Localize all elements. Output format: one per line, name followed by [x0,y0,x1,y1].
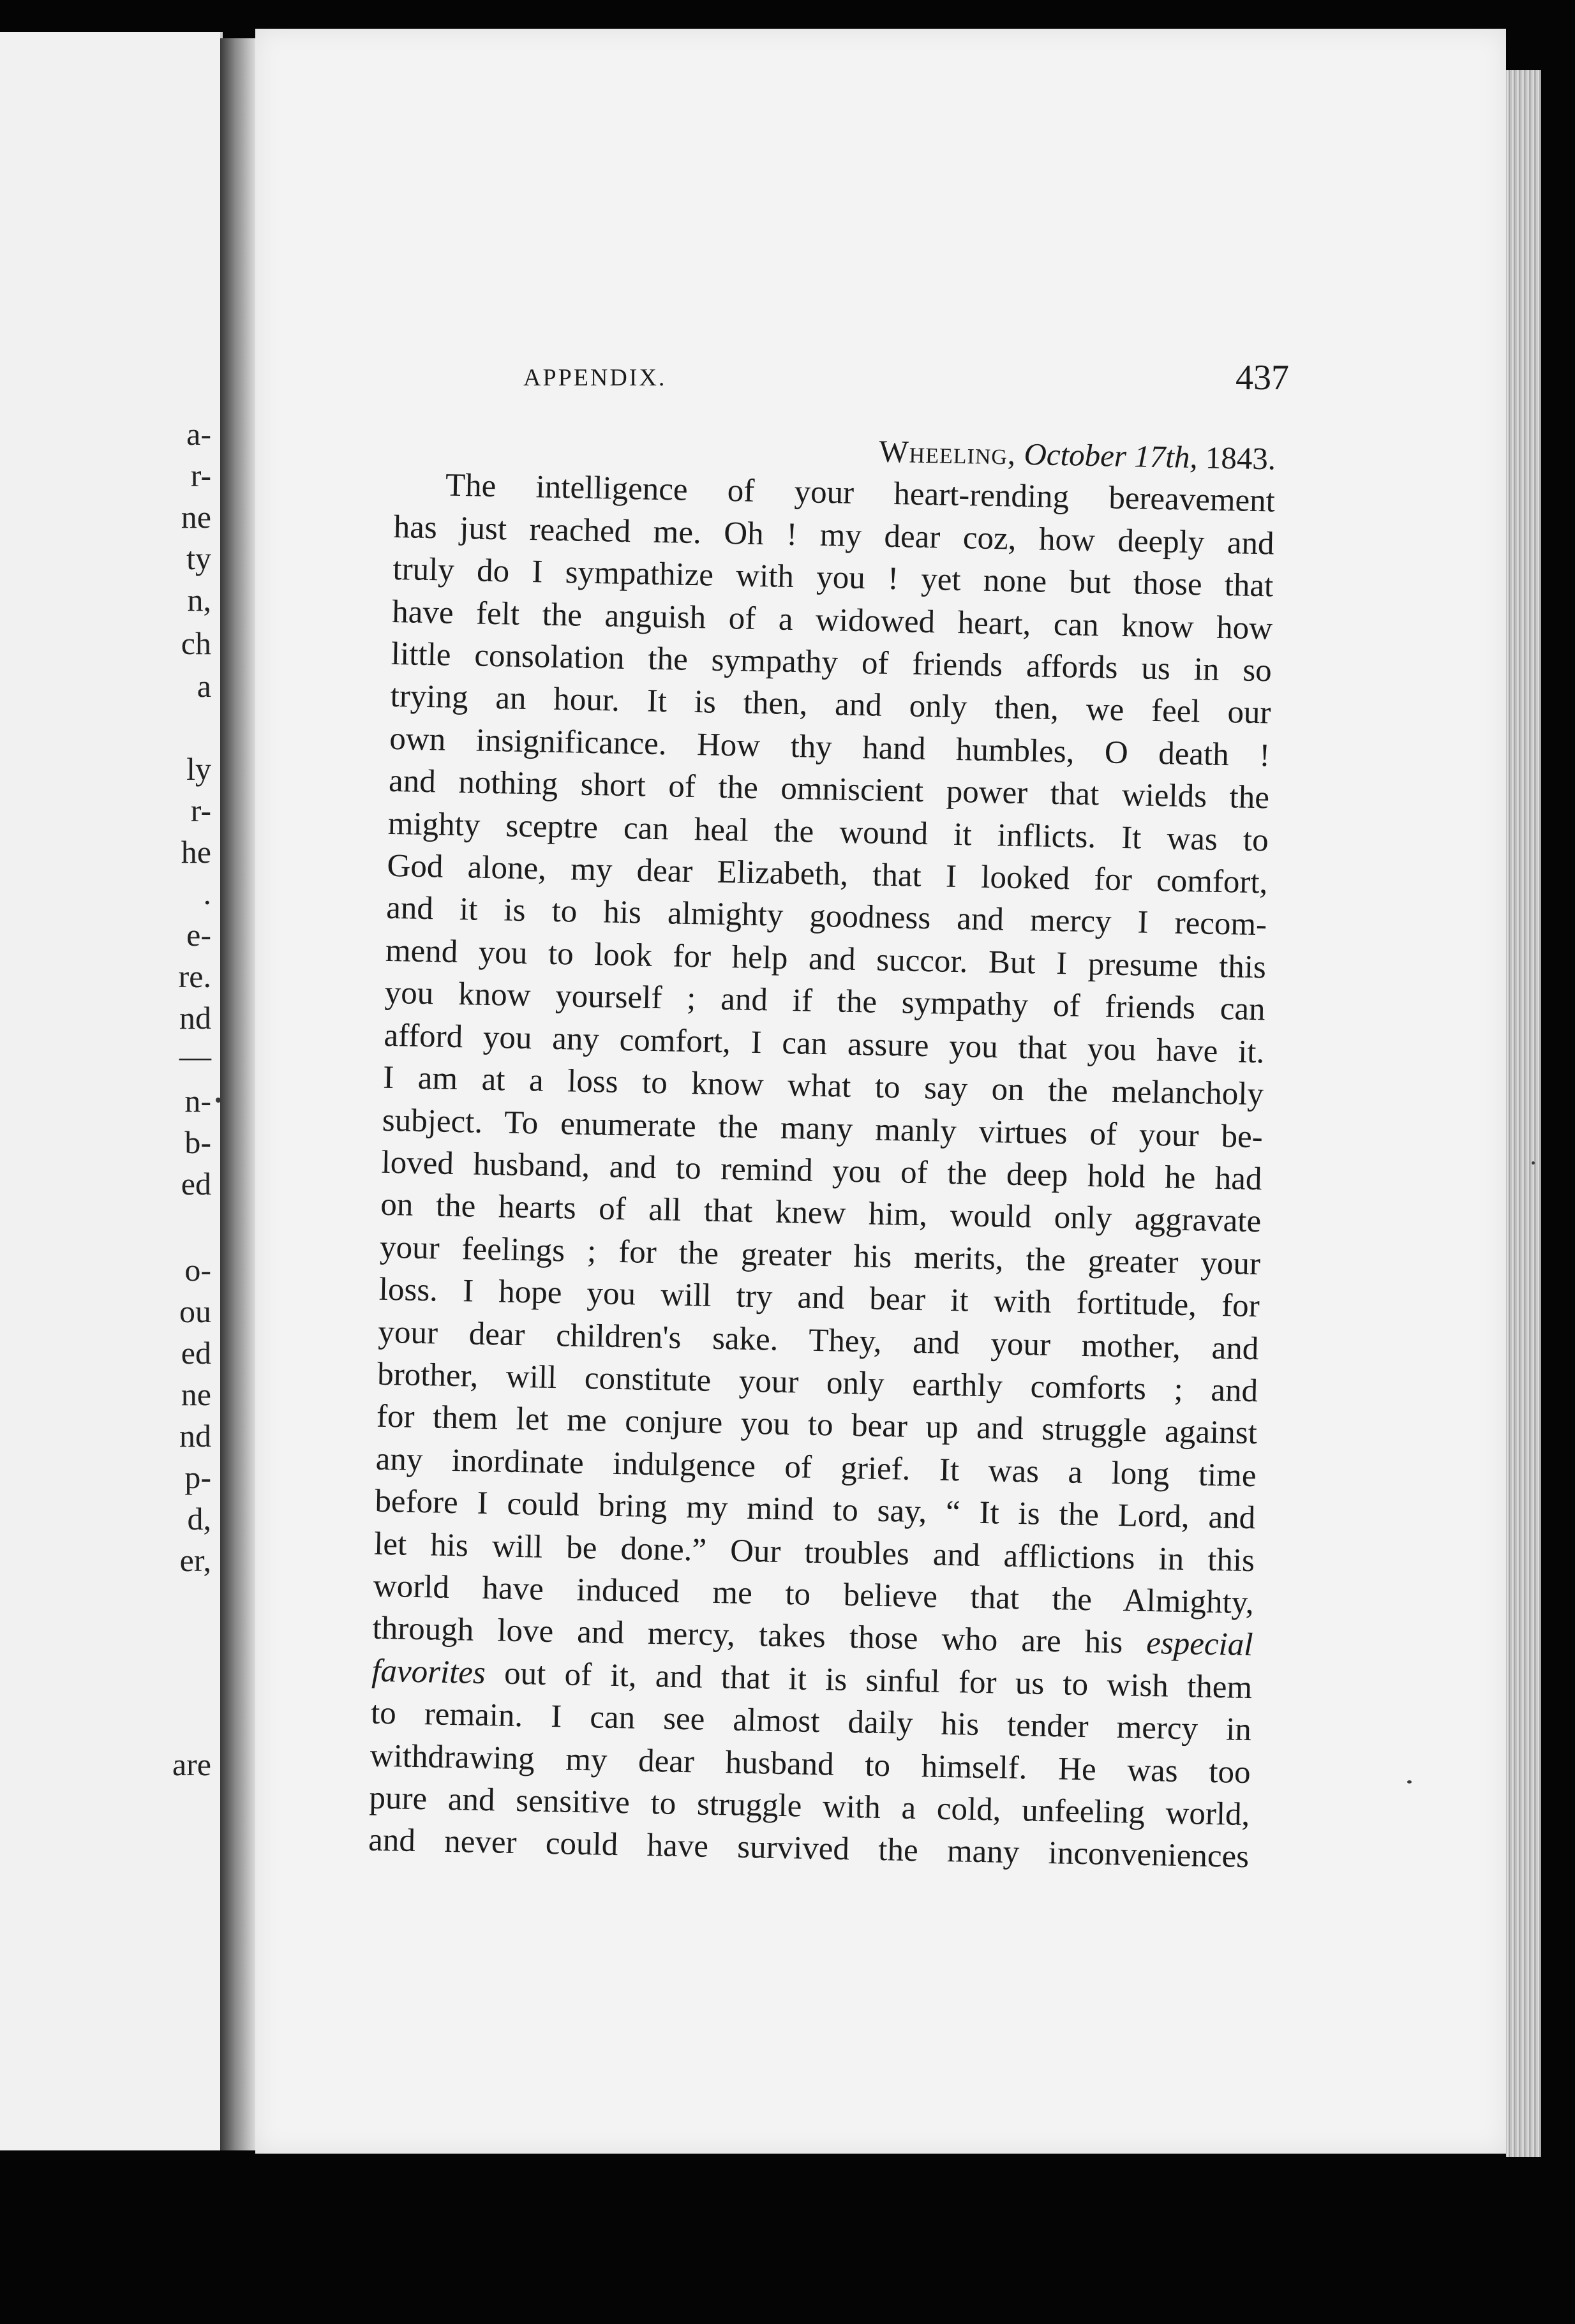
page-number: 437 [1235,358,1289,398]
text-line: and nothing short of the omniscient power that wields the [388,763,1270,816]
text-line: and never could have survived the many inconveniences [368,1822,1250,1875]
left-page-fragment: o- [184,1252,211,1288]
left-page-fragment: he [181,834,211,870]
page-speck [1532,1161,1535,1165]
text-line: subject. To enumerate the many manly virtues of your be- [382,1102,1264,1155]
left-page-fragment: ed [181,1335,211,1371]
text-line: world have induced me to believe that the Almighty, [373,1568,1255,1621]
letter-text [368,421,1276,1879]
text-line: withdrawing my dear husband to himself. He was too [369,1738,1251,1791]
left-page-fragment: d, [187,1501,211,1537]
text-line: let his will be done.” Our troubles and afflictions in this [373,1526,1255,1579]
text-line: before I could bring my mind to say, “ It is the Lord, and [374,1483,1256,1537]
text-line: afford you any comfort, I can assure you that you have it. [383,1017,1265,1070]
letter-place: Wheeling, [878,433,1017,472]
left-page-fragment: ty [186,540,211,576]
text-line: trying an hour. It is then, and only then, we feel our [390,678,1272,731]
page-speck [1407,1780,1412,1784]
page-edge [1506,70,1541,2157]
text-line-part: through love and mercy, takes those who are his [372,1611,1123,1661]
text-line: brother, will constitute your only earthly comforts ; and [377,1356,1258,1410]
text-line: pure and sensitive to struggle with a cold, unfeeling world, [369,1780,1250,1833]
letter-date-year: 1843. [1205,440,1276,477]
emphasis-text: especial [1146,1625,1253,1664]
text-line: little consolation the sympathy of friends affords us in so [391,636,1273,689]
left-page-fragment: ne [181,1376,211,1412]
text-line: you know yourself ; and if the sympathy of friends can [384,975,1266,1028]
text-line: God alone, my dear Elizabeth, that I looked for comfort, [387,847,1268,901]
text-line: for them let me conjure you to bear up and struggle against [376,1399,1258,1452]
left-page-fragment: . [203,875,211,911]
left-page-fragment: n- [184,1083,211,1119]
left-page-fragment: ly [186,751,211,787]
left-page-fragment: nd [179,1000,211,1036]
left-page-fragment: re. [178,958,211,994]
book-gutter [220,38,258,2150]
text-line: I am at a loss to know what to say on the melancholy [382,1059,1264,1113]
text-line: loved husband, and to remind you of the deep hold he had [381,1144,1262,1198]
left-page-fragment: ou [179,1293,211,1329]
running-title: APPENDIX. [523,364,667,391]
left-page-fragment: nd [179,1418,211,1454]
left-page-fragment: n, [187,582,211,618]
text-line: own insignificance. How thy hand humbles, O death ! [389,720,1271,774]
text-line: loss. I hope you will try and bear it with fortitude, for [378,1271,1260,1325]
text-line: and it is to his almighty goodness and mercy I recom- [385,890,1267,943]
left-page-fragment: — [179,1038,211,1074]
text-line: truly do I sympathize with you ! yet none but those that [392,551,1274,604]
text-line: has just reached me. Oh ! my dear coz, how deeply and [393,509,1275,562]
left-page-fragment: r- [190,458,211,493]
text-line: on the hearts of all that knew him, would only aggravate [380,1187,1262,1240]
text-line: mend you to look for help and succor. But I presume this [385,932,1267,986]
left-page-fragment: a [197,668,211,704]
left-page-fragment: ch [181,625,211,661]
left-page-fragment: r- [190,793,211,828]
text-line: have felt the anguish of a widowed heart, can know how [391,593,1273,647]
left-page-fragment: p- [184,1459,211,1495]
left-page-fragment: b- [184,1124,211,1160]
page-speck [216,1098,221,1103]
text-line: mighty sceptre can heal the wound it inflicts. It was to [387,805,1269,859]
left-page-fragment: are [172,1747,211,1782]
text-line-part: out of it, and that it is sinful for us to wish them [504,1655,1253,1706]
letter-body [368,463,1276,1878]
left-page-strip [0,32,223,2150]
letter-date-month: October 17th, [1023,436,1198,475]
text-line: to remain. I can see almost daily his tender mercy in [370,1695,1252,1748]
left-page-fragment: ed [181,1166,211,1202]
left-page-fragment: a- [186,416,211,452]
left-page-fragment: ne [181,499,211,535]
text-line: The intelligence of your heart-rending bereavement [445,467,1276,519]
left-page-fragment: e- [186,917,211,953]
emphasis-text: favorites [371,1653,486,1691]
text-line: any inordinate indulgence of grief. It was a long time [375,1441,1257,1494]
running-head [523,332,1289,398]
text-line: your feelings ; for the greater his merits, the greater your [379,1229,1261,1282]
left-page-fragment: er, [179,1542,211,1578]
text-line: your dear children's sake. They, and your mother, and [378,1314,1259,1367]
